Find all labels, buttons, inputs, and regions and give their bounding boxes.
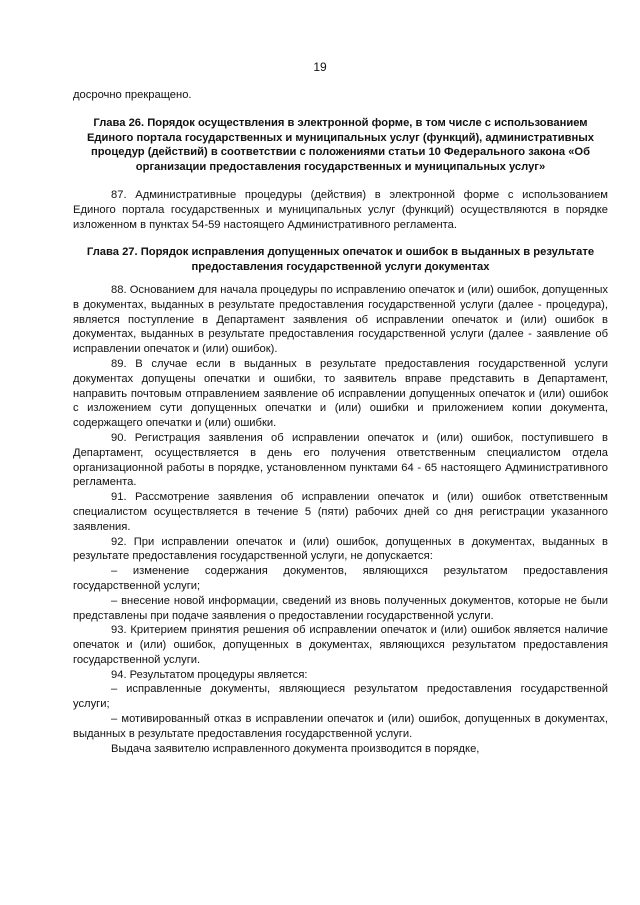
list-item: – исправленные документы, являющиеся результатом предоставления государственной услуги; [73, 683, 608, 711]
list-item: – внесение новой информации, сведений из вновь полученных документов, которые не были представлены при подаче заявления о предоставлении государственной услуги. [73, 594, 608, 622]
chapter-27-title: Глава 27. Порядок исправления допущенных опечаток и ошибок в выданных в результате предоставления государственной услуги документах [86, 246, 595, 274]
paragraph-94: 94. Результатом процедуры является: [111, 668, 308, 681]
paragraph-88: 88. Основанием для начала процедуры по исправлению опечаток и (или) ошибок, допущенных в документах, выданных в результате предоставления государственной услуги (далее - процедура), является поступление в Департамент заявления об исправлении опечаток и (или) ошибок в документах, выданных в результате предоставления государственной услуги (далее - заявление об исправлении опечаток и (или) ошибок). [73, 283, 608, 356]
page-number: 19 [313, 60, 327, 74]
chapter-26-title: Глава 26. Порядок осуществления в электронной форме, в том числе с использованием Единого портала государственных и муниципальных услуг (функций), административных процедур (действий) в соответствии с положениями статьи 10 Федерального закона «Об организации предоставления государственных и муниципальных услуг» [86, 116, 595, 174]
paragraph-87: 87. Административные процедуры (действия) в электронной форме с использованием Единого портала государственных и муниципальных услуг (функций) осуществляются в порядке изложенном в пунктах 54-59 настоящего Административного регламента. [73, 188, 608, 231]
list-item: – мотивированный отказ в исправлении опечаток и (или) ошибок, допущенных в документах, выданных в результате предоставления государственной услуги. [73, 713, 608, 740]
paragraph-91: 91. Рассмотрение заявления об исправлении опечаток и (или) ошибок ответственным специалистом осуществляется в течение 5 (пяти) рабочих дней со дня регистрации указанного заявления. [73, 491, 608, 533]
paragraph-92: 92. При исправлении опечаток и (или) ошибок, допущенных в документах, выданных в результате предоставления государственной услуги, не допускается: [73, 535, 608, 563]
list-item: – изменение содержания документов, являющихся результатом предоставления государственной услуги; [73, 565, 608, 592]
lead-text: досрочно прекращено. [73, 89, 192, 101]
paragraph-93: 93. Критерием принятия решения об исправлении опечаток и (или) ошибок является наличие опечаток и (или) ошибок, допущенных в документах, являющихся результатом предоставления государственной услуги. [73, 624, 608, 666]
closing-text: Выдача заявителю исправленного документа производится в порядке, [111, 742, 480, 755]
paragraph-90: 90. Регистрация заявления об исправлении опечаток и (или) ошибок, поступившего в Департамент, осуществляется в день его получения ответственным специалистом отдела организационной работы в порядке, установленном пунктами 64 - 65 настоящего Административного регламента. [73, 431, 608, 489]
page-content [73, 88, 608, 756]
paragraph-89: 89. В случае если в выданных в результате предоставления государственной услуги документах допущены опечатки и ошибки, то заявитель вправе представить в Департамент, направить почтовым отправлением заявление об исправлении допущенных опечаток и (или) ошибок с изложением сути допущенных опечатки и (или) ошибки и приложением копии документа, содержащего опечатки и (или) ошибки. [73, 357, 608, 430]
